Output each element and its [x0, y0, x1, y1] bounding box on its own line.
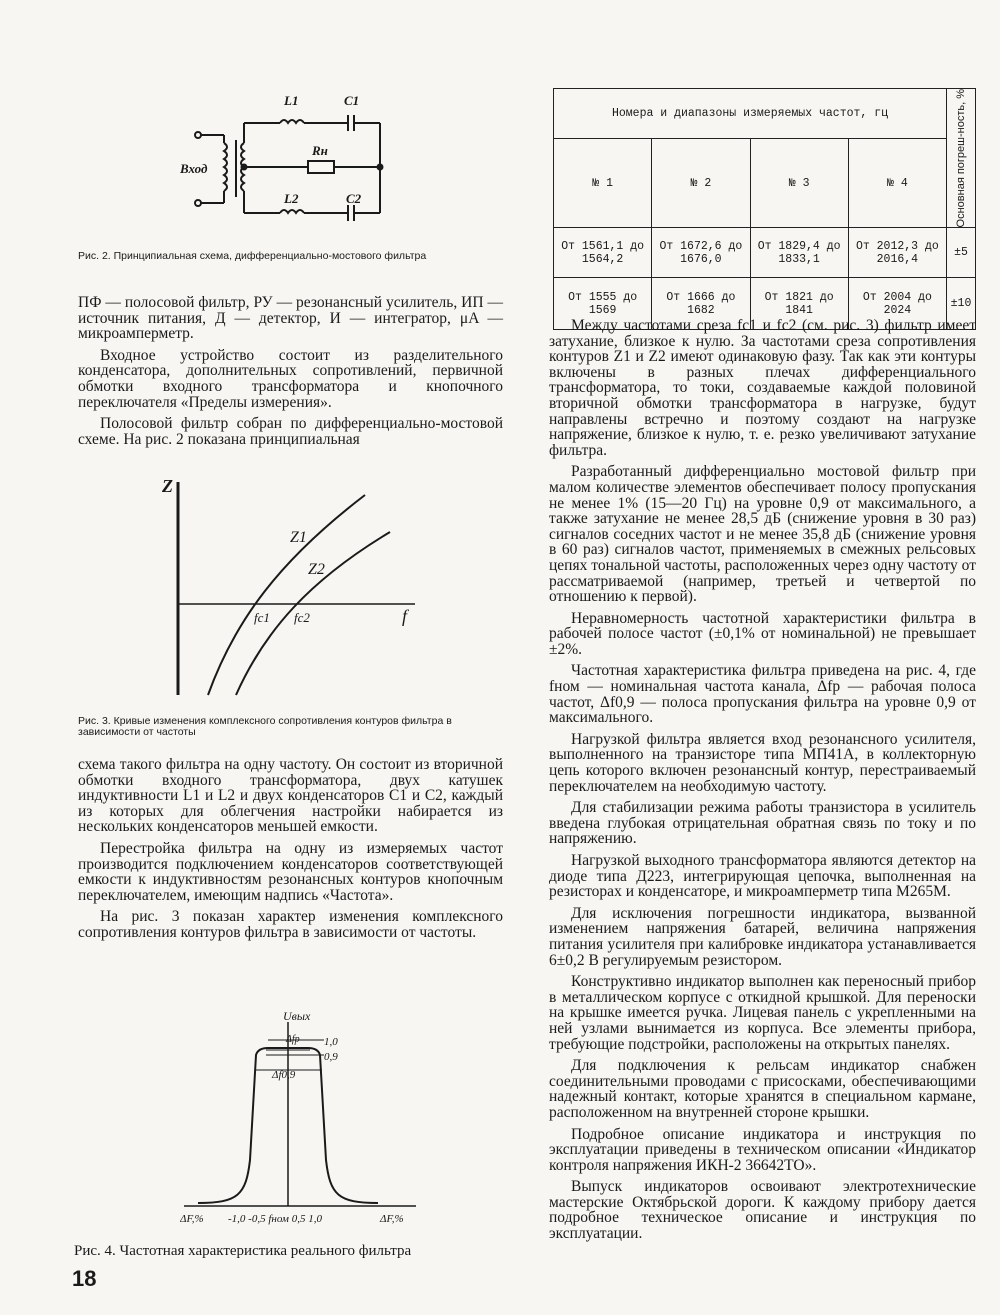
paragraph: схема такого фильтра на одну частоту. Он состоит из вторичной обмотки входного трансформатора, двух катушек индуктивности L1 и L2 и двух конденсаторов C1 и C2, каждый из которых для облегчения настройки набирается из нескольких конденсаторов меньшей емкости. — [78, 756, 503, 836]
label-1-0: 1,0 — [324, 1036, 338, 1048]
table-row — [554, 228, 976, 278]
input-terminal-bottom — [195, 200, 201, 206]
paragraph: Для стабилизации режима работы транзистора в усилитель введена глубокая отрицательная обратная связь по току и по напряжению. — [549, 799, 976, 848]
label-z1: Z1 — [290, 529, 307, 546]
page-number: 18 — [72, 1266, 97, 1291]
label-df-right: ΔF,% — [380, 1213, 404, 1225]
table-cell: От 2004 до 2024 — [848, 278, 946, 330]
table-cell: От 1672,6 до 1676,0 — [652, 228, 750, 278]
label-0-9: 0,9 — [324, 1051, 338, 1063]
paragraph: Перестройка фильтра на одну из измеряемых частот производится подключением конденсаторов соответствующей емкости к индуктивностям резонансных контуров кнопочным переключателем, имеющим надпись «Частота». — [78, 839, 503, 904]
fig4-frequency-response — [180, 1010, 420, 1235]
label-c2: C2 — [346, 191, 362, 206]
table-col-4: № 4 — [848, 139, 946, 228]
paragraph: Выпуск индикаторов освоивают электротехнические мастерские Октябрьской дороги. К каждому прибору дается подробное техническое описание и инструкция по эксплуатации. — [549, 1178, 976, 1243]
paragraph: Полосовой фильтр собран по дифференциально-мостовой схеме. На рис. 2 показана принципиальная — [78, 415, 503, 448]
fig4-caption: Рис. 4. Частотная характеристика реального фильтра — [74, 1243, 412, 1259]
table-col-2: № 2 — [652, 139, 750, 228]
paragraph: На рис. 3 показан характер изменения комплексного сопротивления контуров фильтра в зависимости от частоты. — [78, 908, 503, 941]
paragraph: Нагрузкой выходного трансформатора являются детектор на диоде типа Д223, интегрирующая цепочка, выполненная на резисторах и конденсаторе, и микроамперметр типа М265М. — [549, 852, 976, 901]
paragraph: Между частотами среза fc1 и fc2 (см. рис. 3) фильтр имеет затухание, близкое к нулю. За частотами среза сопротивления контуров Z1 и Z2 имеют одинаковую фазу. Так как эти контуры включены в разных плечах дифференциального трансформатора, то токи, создаваемые каждой половиной вторичной обмотки трансформатора в нагрузке, будут направлены встречно и поэтому создают на нагрузке напряжение, близкое к нулю, т. е. резко увеличивают затухание фильтра. — [549, 317, 976, 459]
label-l1: L1 — [284, 93, 299, 108]
paragraph: Подробное описание индикатора и инструкция по эксплуатации приведены в техническом описании «Индикатор контроля напряжения ИКН-2 36642ТО». — [549, 1125, 976, 1174]
paragraph: Конструктивно индикатор выполнен как переносный прибор в металлическом корпусе с откидной крышкой. Для переноски на крышке имеется ручка. Лицевая панель с укрепленными на ней узлами вынимается из корпуса. Все элементы прибора, требующие подстройки, расположены на открытых панелях. — [549, 973, 976, 1053]
label-z: Z — [162, 476, 173, 496]
primary-winding — [224, 143, 227, 191]
label-dfp: Δfр — [286, 1034, 300, 1045]
table-cell: ±10 — [947, 278, 976, 330]
table-header-err: Основная погреш-ность, % — [947, 89, 976, 228]
x-tick-labels: -1,0 -0,5 fном 0,5 1,0 — [228, 1213, 322, 1225]
label-fc1: fc1 — [254, 610, 270, 625]
label-z2: Z2 — [308, 561, 325, 578]
label-f: f — [402, 606, 408, 626]
curve-z1 — [208, 495, 365, 695]
fig2-circuit-diagram — [180, 85, 400, 225]
paragraph: Для подключения к рельсам индикатор снабжен соединительными проводами с присосками, обеспечивающими надежный контакт, которые хранятся в специальном кармане, расположенном на внутренней стороне крышки. — [549, 1057, 976, 1121]
paragraph: Неравномерность частотной характеристики фильтра в рабочей полосе частот (±0,1% от номинальной) не превышает ±2%. — [549, 609, 976, 658]
input-terminal-top — [195, 132, 201, 138]
label-uvyh: Uвых — [283, 1010, 311, 1023]
label-vhod: Вход — [180, 161, 208, 176]
table-cell: От 1561,1 до 1564,2 — [554, 228, 652, 278]
label-df09: Δf0,9 — [272, 1069, 296, 1081]
table-cell: От 1666 до 1682 — [652, 278, 750, 330]
table-header-main: Номера и диапазоны измеряемых частот, гц — [554, 89, 947, 139]
paragraph: ПФ — полосовой фильтр, РУ — резонансный усилитель, ИП — источник питания, Д — детектор, И — интегратор, μA — микроамперметр. — [78, 294, 503, 343]
label-df-left: ΔF,% — [180, 1213, 204, 1225]
inductor-l1 — [280, 120, 304, 123]
fig3-caption: Рис. 3. Кривые изменения комплексного сопротивления контуров фильтра в зависимости от частоты — [78, 715, 452, 738]
paragraph: Частотная характеристика фильтра приведена на рис. 4, где fном — номинальная частота канала, Δfр — рабочая полоса частот, Δf0,9 — полоса пропускания фильтра на уровне 0,9 от максимального. — [549, 662, 976, 727]
table-col-1: № 1 — [554, 139, 652, 228]
frequency-table — [553, 88, 976, 330]
right-text — [549, 318, 976, 1248]
fig2-caption: Рис. 2. Принципиальная схема, дифференциально-мостового фильтра — [78, 250, 427, 262]
paragraph: Нагрузкой фильтра является вход резонансного усилителя, выполненного на транзисторе типа МП41А, в коллекторную цепь которого включен резонансный контур, перестраиваемый переключателем на необходимую частоту. — [549, 730, 976, 795]
paragraph: Входное устройство состоит из разделительного конденсатора, дополнительных сопротивлений, первичной обмотки входного трансформатора и кнопочного переключателя «Пределы измерения». — [78, 346, 503, 411]
paragraph: Разработанный дифференциально мостовой фильтр при малом количестве элементов обеспечивает полосу пропускания не менее 1% (15—20 Гц) на уровне 0,9 от максимального, а также затухание не менее 28,5 дБ (снижение уровня в 30 раз) сигналов соседних частот и не менее 35,8 дБ (снижение уровня в 60 раз) сигналов частот, применяемых в смежных рельсовых цепях тональной частоты, расположенных через одну частоту от рассматриваемой (например, третьей и четвертой по отношению к первой). — [549, 463, 976, 606]
fig3-impedance-curves — [140, 470, 440, 700]
table-cell: От 1829,4 до 1833,1 — [750, 228, 848, 278]
label-c1: C1 — [344, 93, 360, 108]
table-cell: От 1555 до 1569 — [554, 278, 652, 330]
table-col-3: № 3 — [750, 139, 848, 228]
table-cell: ±5 — [947, 228, 976, 278]
load-resistor — [308, 161, 334, 173]
label-rn: Rн — [312, 143, 328, 158]
table-cell: От 2012,3 до 2016,4 — [848, 228, 946, 278]
inductor-l2 — [280, 210, 304, 213]
label-l2: L2 — [284, 191, 299, 206]
left-text-lower — [78, 757, 503, 947]
label-fc2: fc2 — [294, 610, 310, 625]
table-cell: От 1821 до 1841 — [750, 278, 848, 330]
left-text-upper — [78, 295, 503, 453]
paragraph: Для исключения погрешности индикатора, вызванной изменением напряжения батарей, величина напряжения питания усилителя при калибровке индикатора устанавливается 6±0,2 В регулируемым резистором. — [549, 904, 976, 969]
